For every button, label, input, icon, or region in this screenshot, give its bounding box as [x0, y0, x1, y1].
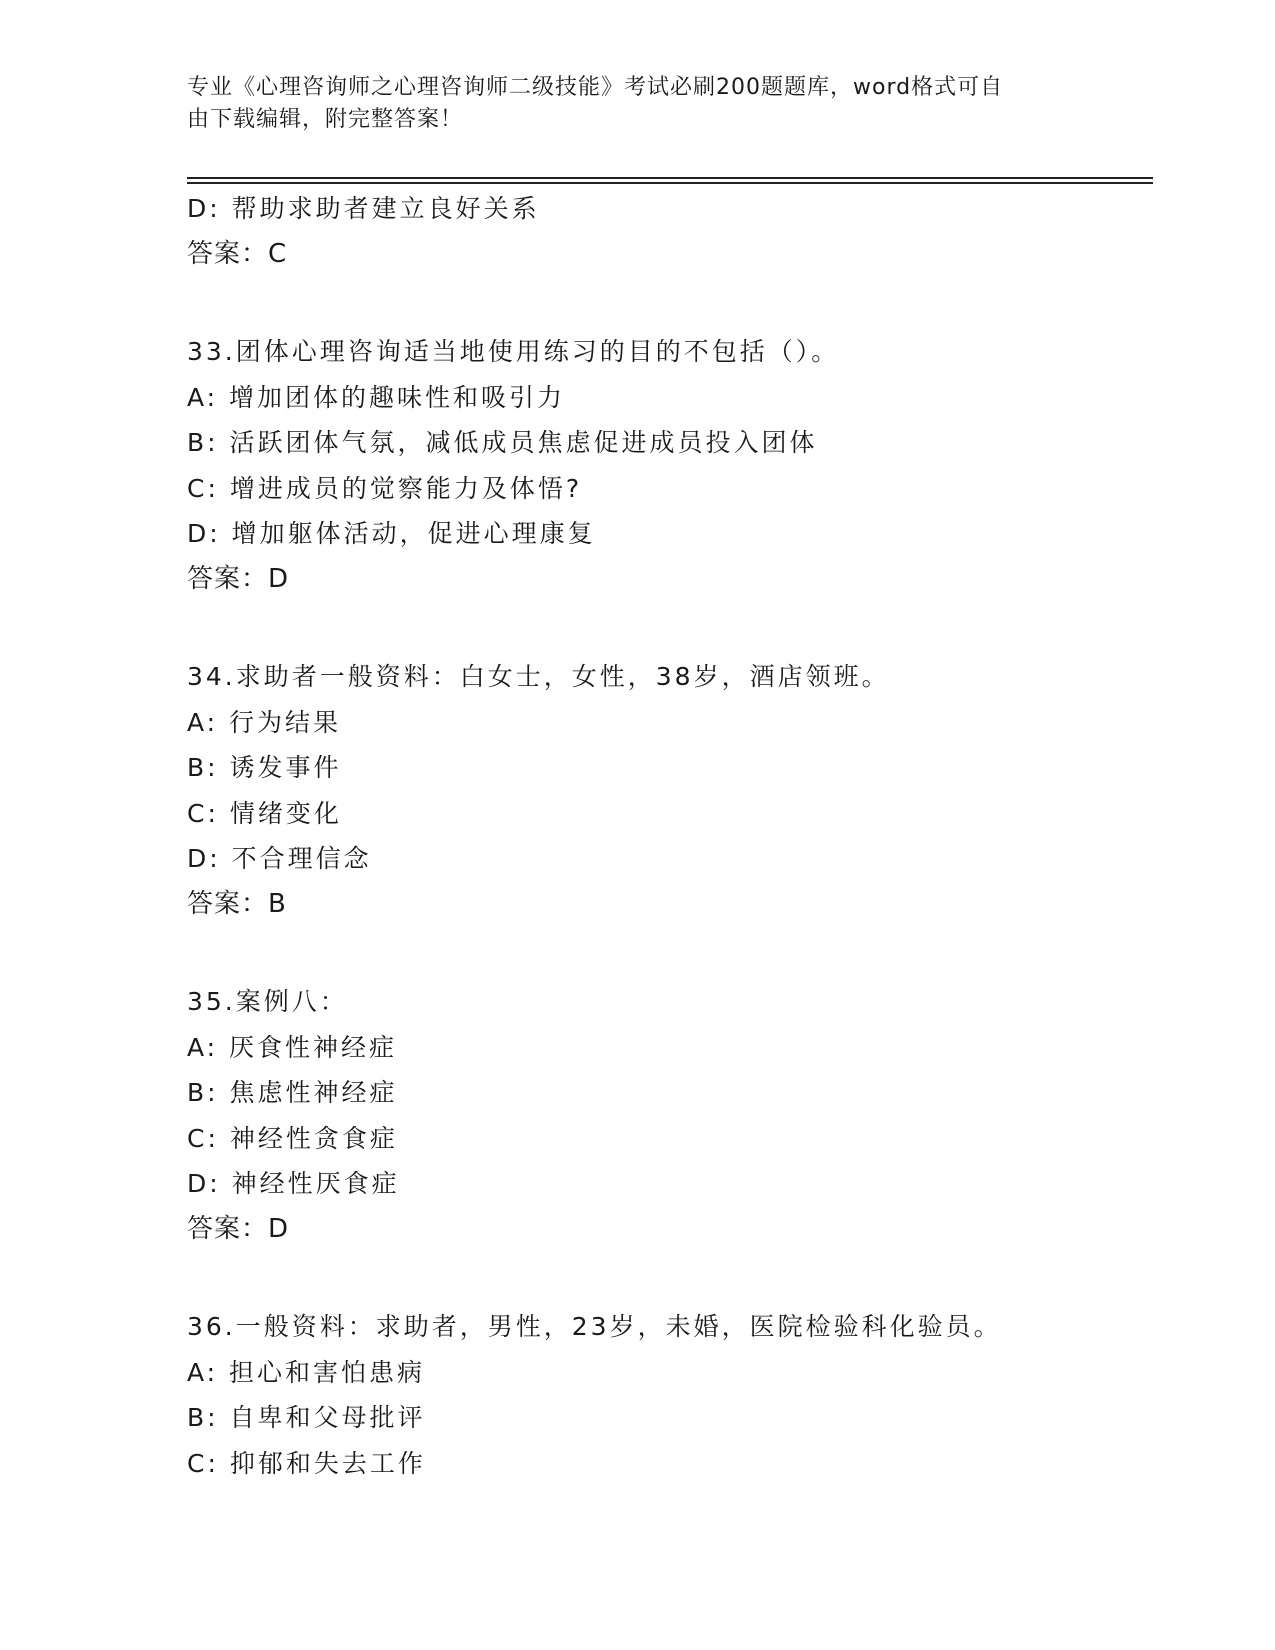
option-a: A: 增加团体的趣味性和吸引力: [187, 382, 566, 412]
question-stem: 36.一般资料：求助者，男性，23岁，未婚，医院检验科化验员。: [187, 1312, 1002, 1341]
answer-line: 答案：B: [187, 888, 287, 919]
option-c: C: 情绪变化: [187, 798, 342, 828]
option-d: D: 增加躯体活动，促进心理康复: [187, 519, 596, 548]
header-rule-top: [187, 177, 1153, 179]
question-stem: 33.团体心理咨询适当地使用练习的目的不包括（）。: [187, 337, 840, 366]
question-35: [187, 979, 1147, 1252]
option-c: C: 抑郁和失去工作: [187, 1448, 426, 1478]
question-stem: 34.求助者一般资料：白女士，女性，38岁，酒店领班。: [187, 662, 890, 691]
spacer: [187, 927, 1147, 979]
option-b: B: 焦虑性神经症: [187, 1078, 398, 1107]
question-fragment: [187, 186, 1147, 277]
spacer: [187, 1252, 1147, 1304]
answer-line: 答案：C: [187, 238, 288, 269]
option-c: C: 神经性贪食症: [187, 1123, 398, 1153]
spacer: [187, 277, 1147, 329]
option-b: B: 诱发事件: [187, 753, 342, 782]
option-d: D: 帮助求助者建立良好关系: [187, 194, 540, 223]
answer-line: 答案：D: [187, 1213, 290, 1244]
option-a: A: 厌食性神经症: [187, 1032, 398, 1062]
answer-line: 答案：D: [187, 563, 290, 594]
option-c: C: 增进成员的觉察能力及体悟?: [187, 473, 583, 503]
option-a: A: 担心和害怕患病: [187, 1357, 426, 1387]
question-stem: 35.案例八：: [187, 987, 348, 1016]
header-line-2: 由下载编辑，附完整答案！: [187, 107, 464, 132]
option-b: B: 活跃团体气氛，减低成员焦虑促进成员投入团体: [187, 428, 818, 457]
question-36: [187, 1304, 1147, 1486]
header-line-1: 专业《心理咨询师之心理咨询师二级技能》考试必刷200题题库，word格式可自: [187, 75, 1004, 100]
option-b: B: 自卑和父母批评: [187, 1403, 426, 1432]
question-34: [187, 654, 1147, 927]
option-d: D: 神经性厌食症: [187, 1169, 400, 1198]
spacer: [187, 602, 1147, 654]
option-a: A: 行为结果: [187, 707, 342, 737]
document-header: [187, 72, 1087, 136]
question-33: [187, 329, 1147, 602]
header-rule-bottom: [187, 182, 1153, 184]
question-list: [187, 186, 1147, 1486]
option-d: D: 不合理信念: [187, 844, 372, 873]
